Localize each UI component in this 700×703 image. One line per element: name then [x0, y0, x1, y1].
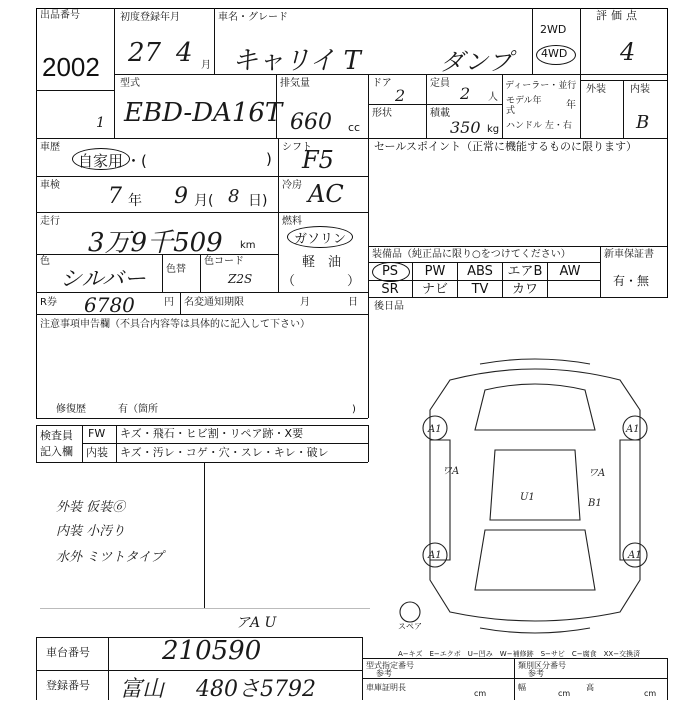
color-label: 色 — [40, 256, 50, 267]
mark-u1: U1 — [520, 492, 535, 503]
eq-top — [368, 246, 667, 247]
eq-abs: ABS — [458, 263, 503, 280]
warranty-label: 新車保証書 — [604, 249, 654, 260]
bt-height: 高 — [586, 683, 594, 692]
lot-sub: 1 — [96, 115, 105, 131]
bot2-right — [667, 658, 668, 700]
div-shift — [278, 138, 279, 292]
fuel-light-oil: 軽 油 — [302, 255, 342, 270]
diagram-side-left — [430, 440, 450, 560]
frame-top — [36, 8, 668, 9]
fuel-label: 燃料 — [282, 216, 302, 227]
row2-mid — [368, 104, 502, 105]
model-label: 型式 — [120, 78, 140, 89]
spare-label: スペア — [398, 622, 422, 631]
aircon-label: 冷房 — [282, 180, 302, 191]
diagram-bumper-rear — [480, 628, 590, 633]
lot-right — [114, 8, 115, 138]
inspector-fw: FW — [88, 427, 106, 440]
dealer-label: ディーラー・並行 — [505, 81, 577, 91]
score-int-label: 内装 — [630, 84, 650, 95]
eq-leather: カワ — [503, 281, 548, 298]
inspector-fw-text: キズ・飛石・ヒビ割・リペア跡・X要 — [120, 427, 304, 440]
diagram-bed — [475, 530, 595, 590]
diagram-bumper-front — [480, 359, 590, 364]
row-history — [36, 176, 368, 177]
bt-class-label: 類別区分番号 — [518, 661, 566, 670]
aircon-value: AC — [308, 180, 344, 208]
div-namechange — [180, 292, 181, 314]
div-cap — [426, 74, 427, 138]
cap-value: 2 — [460, 84, 471, 103]
fuel-selected: ガソリン — [294, 232, 347, 247]
inspector-label2: 記入欄 — [40, 445, 73, 458]
eq-navi: ナビ — [413, 281, 458, 298]
bt-width: 幅 — [518, 683, 526, 692]
drive-2wd: 2WD — [540, 23, 567, 36]
row-inspect — [36, 212, 368, 213]
score-int-value: B — [636, 112, 650, 133]
cap-unit: 人 — [488, 92, 498, 103]
bt-length: 車庫証明長 — [366, 683, 406, 692]
mark-wa-left: ワA — [442, 466, 460, 477]
insp-right — [368, 425, 369, 462]
bot-mid — [36, 670, 362, 671]
door-label: ドア — [372, 78, 392, 89]
frame-left — [36, 8, 37, 418]
inspection-year: 7 — [108, 184, 122, 209]
diagram-side-right — [620, 440, 640, 560]
load-unit: kg — [487, 124, 500, 135]
note-rule-1 — [40, 608, 370, 609]
mark-b1: B1 — [588, 498, 602, 509]
bot-right — [362, 637, 363, 700]
score-split — [623, 80, 624, 138]
car-name-label: 車名・グレード — [218, 12, 288, 23]
first-reg-label: 初度登録年月 — [120, 12, 180, 23]
bot2-div — [514, 658, 515, 700]
div-colorchange — [162, 254, 163, 292]
lot-number: 2002 — [42, 52, 100, 82]
div-door — [368, 74, 369, 138]
repair-value: 有（箇所 — [118, 404, 158, 415]
insp-mid — [82, 443, 368, 444]
div-score — [580, 8, 581, 138]
chassis-label: 車台番号 — [46, 646, 90, 659]
sales-point-label: セールスポイント（正常に機能するものに限ります） — [374, 140, 638, 153]
inspection-day-unit: 日) — [248, 193, 268, 209]
diagram-hood — [475, 384, 595, 430]
eq-aw: AW — [559, 264, 581, 279]
mark-a1-rl: A1 — [428, 550, 442, 561]
row1-bottom — [114, 74, 667, 75]
diagram-roof-outline — [430, 369, 640, 621]
div-drive — [532, 8, 533, 74]
eq-airbag: エアB — [503, 263, 548, 280]
bot-div — [108, 637, 109, 700]
insp-mid-v — [204, 462, 205, 608]
bt-ref: 参考 — [376, 669, 392, 678]
load-label: 積載 — [430, 108, 450, 119]
inspection-day: 8 — [228, 186, 240, 207]
insp-bottom — [36, 462, 368, 463]
shape-label: 形状 — [372, 108, 392, 119]
handle-label: ハンドル 左・右 — [506, 121, 572, 131]
namechange-month: 月 — [300, 297, 310, 308]
color-code: Z2S — [228, 272, 253, 286]
car-name: キャリイ T — [232, 46, 361, 76]
inspection-year-unit: 年 — [128, 193, 142, 209]
bt-cm-3: cm — [644, 689, 657, 698]
spare-circle — [400, 602, 420, 622]
first-reg-month: 4 — [176, 38, 193, 68]
inspector-int: 内装 — [86, 446, 108, 459]
inspector-label1: 検査員 — [40, 429, 73, 442]
mark-a1-fl: A1 — [428, 424, 442, 435]
mark-a1-rr: A1 — [628, 550, 642, 561]
reg-label: 登録番号 — [46, 679, 90, 692]
equipment-row2 — [368, 281, 548, 298]
row2-bottom — [36, 138, 667, 139]
recycle-unit: 円 — [164, 297, 174, 308]
history-rest: ・( — [126, 152, 147, 170]
frame-right — [667, 8, 668, 298]
bot-left — [36, 637, 37, 700]
fuel-paren: （ ） — [282, 274, 361, 289]
mileage-label: 走行 — [40, 216, 60, 227]
eq-ps-circle — [372, 262, 410, 282]
shift-label: シフト — [282, 142, 312, 153]
reg-area: 富山 — [120, 677, 165, 702]
first-reg-year: 27 — [128, 38, 162, 68]
notes-label: 注意事項申告欄（不具合内容等は具体的に記入して下さい） — [40, 319, 310, 330]
first-reg-month-unit: 月 — [201, 60, 211, 71]
door-value: 2 — [395, 86, 406, 105]
insp-div2 — [116, 425, 117, 462]
diagram-legend: A−キズ E−エクボ U−凹み W−補修跡 S−サビ C−腐食 XX−交換済 — [398, 650, 641, 658]
inspection-month-unit: 月( — [194, 193, 214, 209]
insp-top — [36, 425, 368, 426]
model-value: EBD-DA16T — [124, 98, 283, 128]
score-value: 4 — [620, 38, 636, 66]
score-label: 評価点 — [596, 9, 641, 22]
inspection-month: 9 — [174, 184, 188, 209]
lot-header: 出品番号 — [40, 10, 80, 21]
namechange-label: 名変通知期限 — [184, 297, 244, 308]
recycle-label: R券 — [40, 297, 57, 308]
history-close: ) — [266, 150, 272, 168]
bt-cm-1: cm — [474, 689, 487, 698]
disp-unit: cc — [348, 121, 361, 134]
color-change-label: 色替 — [166, 264, 186, 275]
equipment-label: 装備品（純正品に限り○をつけてください） — [372, 249, 571, 260]
lot-mid — [36, 90, 114, 91]
model-year-unit: 年 — [566, 100, 576, 111]
diagram-cabin — [490, 450, 580, 520]
score-ext-label: 外装 — [586, 84, 606, 95]
inspector-int-text: キズ・汚レ・コゲ・穴・スレ・キレ・破レ — [120, 446, 329, 459]
div-firstreg — [214, 8, 215, 74]
mark-wa-right: ワA — [588, 468, 606, 479]
eq-tv: TV — [458, 281, 503, 298]
repair-label: 修復歴 — [56, 404, 86, 415]
warranty-value: 有・無 — [613, 274, 650, 288]
row-notes-bottom — [36, 418, 368, 419]
insp-left — [36, 425, 37, 462]
car-grade: ダンプ — [440, 48, 513, 76]
load-value: 350 — [450, 118, 481, 137]
history-value: 自家用 — [78, 152, 124, 170]
vehicle-diagram — [390, 350, 680, 640]
color-value: シルバー — [60, 267, 146, 292]
repair-close: ) — [352, 404, 356, 415]
recycle-value: 6780 — [84, 293, 135, 317]
mileage-value: 3万9千509 — [88, 228, 223, 258]
history-label: 車歴 — [40, 142, 60, 153]
bt-cm-2: cm — [558, 689, 571, 698]
eq-pw: PW — [413, 263, 458, 280]
mileage-unit: km — [240, 240, 256, 251]
note-line-2: 内装 小汚り — [56, 524, 126, 539]
div-colorcode — [200, 254, 201, 292]
disp-label: 排気量 — [280, 78, 310, 89]
note-line-3: 水外 ミツトタイプ — [56, 550, 164, 565]
mark-a1-fr: A1 — [626, 424, 640, 435]
eq-ps: PS — [368, 263, 413, 280]
rear-seat-label: 後日品 — [374, 301, 404, 312]
top-crossed-text: アA U — [236, 615, 277, 631]
disp-value: 660 — [290, 110, 332, 135]
reg-value: 480さ5792 — [196, 677, 316, 702]
div-dealer — [502, 74, 503, 138]
chassis-value: 210590 — [162, 636, 262, 666]
note-line-1: 外装 仮装⑥ — [56, 500, 126, 515]
model-year-label: モデル年式 — [506, 96, 542, 116]
inspection-label: 車検 — [40, 180, 60, 191]
eq-sr: SR — [368, 281, 413, 298]
drive-4wd: 4WD — [541, 47, 568, 60]
bt-type-label: 型式指定番号 — [366, 661, 414, 670]
shift-value: F5 — [302, 146, 334, 174]
eq-warranty-div — [600, 246, 601, 297]
insp-div1 — [82, 425, 83, 462]
cap-label: 定員 — [430, 78, 450, 89]
namechange-day: 日 — [348, 297, 358, 308]
bt-ref2: 参考 — [528, 669, 544, 678]
color-code-label: 色コード — [204, 256, 244, 267]
